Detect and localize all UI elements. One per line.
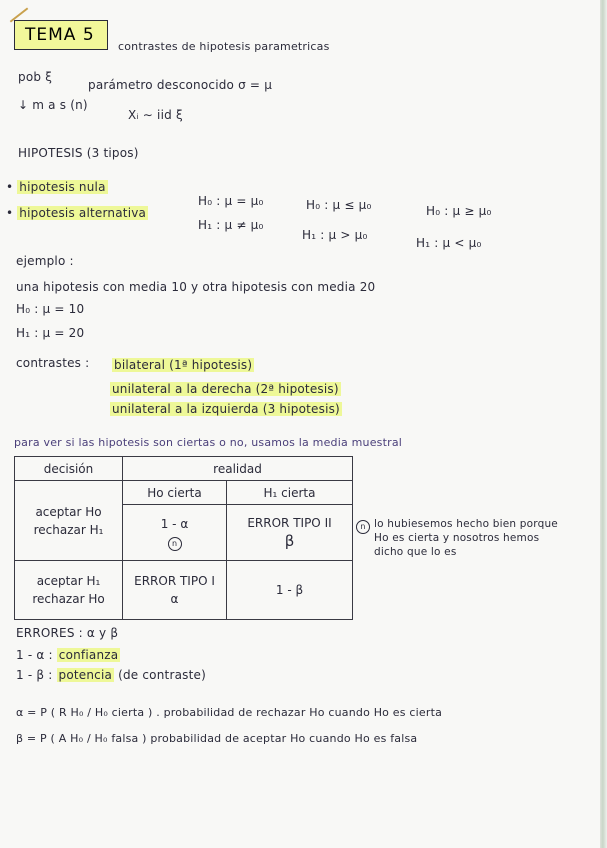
nota-marker [356, 518, 370, 534]
page-title: TEMA 5 [25, 25, 95, 45]
hipotesis-nula: • hipotesis nula [6, 180, 106, 194]
potencia-prefix: 1 - β : [16, 668, 53, 682]
potencia-line [16, 668, 206, 682]
ejemplo-text: una hipotesis con media 10 y otra hipotesis con media 20 [16, 280, 376, 294]
cell-confianza [123, 505, 227, 561]
ejemplo-h0: H₀ : μ = 10 [16, 302, 85, 316]
line-xi: Xᵢ ∼ iid ξ [128, 108, 183, 122]
beta-definition: β = P ( A H₀ / H₀ falsa ) probabilidad de aceptar Ho cuando Ho es falsa [16, 732, 418, 745]
contraste-bilateral-text: bilateral (1ª hipotesis) [114, 358, 253, 372]
contraste-bilateral [112, 358, 254, 372]
decision-table [14, 456, 353, 620]
hipotesis-heading: HIPOTESIS (3 tipos) [18, 146, 139, 160]
ejemplo-h1: H₁ : μ = 20 [16, 326, 85, 340]
row-aceptar-h0 [15, 481, 123, 561]
header-decision: decisión [15, 457, 123, 481]
h0-derecha: H₀ : μ ≤ μ₀ [306, 198, 372, 212]
header-realidad: realidad [123, 457, 353, 481]
h1-derecha: H₁ : μ > μ₀ [302, 228, 368, 242]
ejemplo-heading: ejemplo : [16, 254, 74, 268]
hipotesis-alternativa: • hipotesis alternativa [6, 206, 147, 220]
cell-error-tipo-2 [227, 505, 353, 561]
cell-error-tipo-1-symbol: α [170, 592, 179, 606]
nota-line-2: Ho es cierta y nosotros hemos [374, 532, 540, 544]
circle-marker-icon: n [168, 537, 182, 551]
row-aceptar-h1-line1: aceptar H₁ [36, 574, 101, 588]
contraste-izquierda [110, 402, 342, 416]
contraste-derecha [110, 382, 341, 396]
contraste-izquierda-text: unilateral a la izquierda (3 hipotesis) [112, 402, 340, 416]
subtitle: contrastes de hipotesis parametricas [118, 40, 330, 53]
contrastes-label: contrastes : [16, 356, 90, 370]
h1-izquierda: H₁ : μ < μ₀ [416, 236, 482, 250]
row-aceptar-h0-line2: rechazar H₁ [33, 522, 104, 537]
hipotesis-alternativa-label: hipotesis alternativa [19, 206, 147, 220]
cell-error-tipo-2-symbol: β [284, 532, 295, 550]
h0-bilateral: H₀ : μ = μ₀ [198, 194, 264, 208]
nota-line-1: lo hubiesemos hecho bien porque [374, 518, 558, 530]
row-aceptar-h1-line2: rechazar Ho [32, 592, 105, 606]
potencia-suffix: (de contraste) [118, 668, 206, 682]
contraste-derecha-text: unilateral a la derecha (2ª hipotesis) [112, 382, 339, 396]
row-aceptar-h1 [15, 561, 123, 620]
errores-line: ERRORES : α y β [16, 626, 119, 640]
media-muestral-note: para ver si las hipotesis son ciertas o no, usamos la media muestral [14, 436, 403, 449]
cell-potencia: 1 - β [227, 561, 353, 620]
alpha-definition: α = P ( R H₀ / H₀ cierta ) . probabilidad de rechazar Ho cuando Ho es cierta [16, 706, 443, 719]
line-mas: ↓ m a s (n) [18, 98, 88, 112]
hipotesis-nula-label: hipotesis nula [19, 180, 106, 194]
cell-confianza-value: 1 - α [160, 516, 189, 531]
confianza-prefix: 1 - α : [16, 648, 53, 662]
title-box [14, 20, 108, 50]
header-h1-cierta: H₁ cierta [227, 481, 353, 505]
line-parametro: parámetro desconocido σ = μ [88, 78, 273, 92]
h0-izquierda: H₀ : μ ≥ μ₀ [426, 204, 492, 218]
header-h0-cierta: Ho cierta [123, 481, 227, 505]
confianza-label: confianza [58, 648, 119, 662]
cell-error-tipo-2-label: ERROR TIPO II [247, 516, 332, 530]
nota-line-3: dicho que lo es [374, 546, 457, 558]
h1-bilateral: H₁ : μ ≠ μ₀ [198, 218, 264, 232]
cell-error-tipo-1-label: ERROR TIPO I [134, 574, 215, 588]
potencia-label: potencia [58, 668, 113, 682]
cell-error-tipo-1 [123, 561, 227, 620]
line-pob: pob ξ [18, 70, 53, 84]
page-edge [600, 0, 607, 848]
confianza-line [16, 648, 120, 662]
row-aceptar-h0-line1: aceptar Ho [35, 504, 102, 519]
nota-circle-icon: n [356, 520, 370, 534]
